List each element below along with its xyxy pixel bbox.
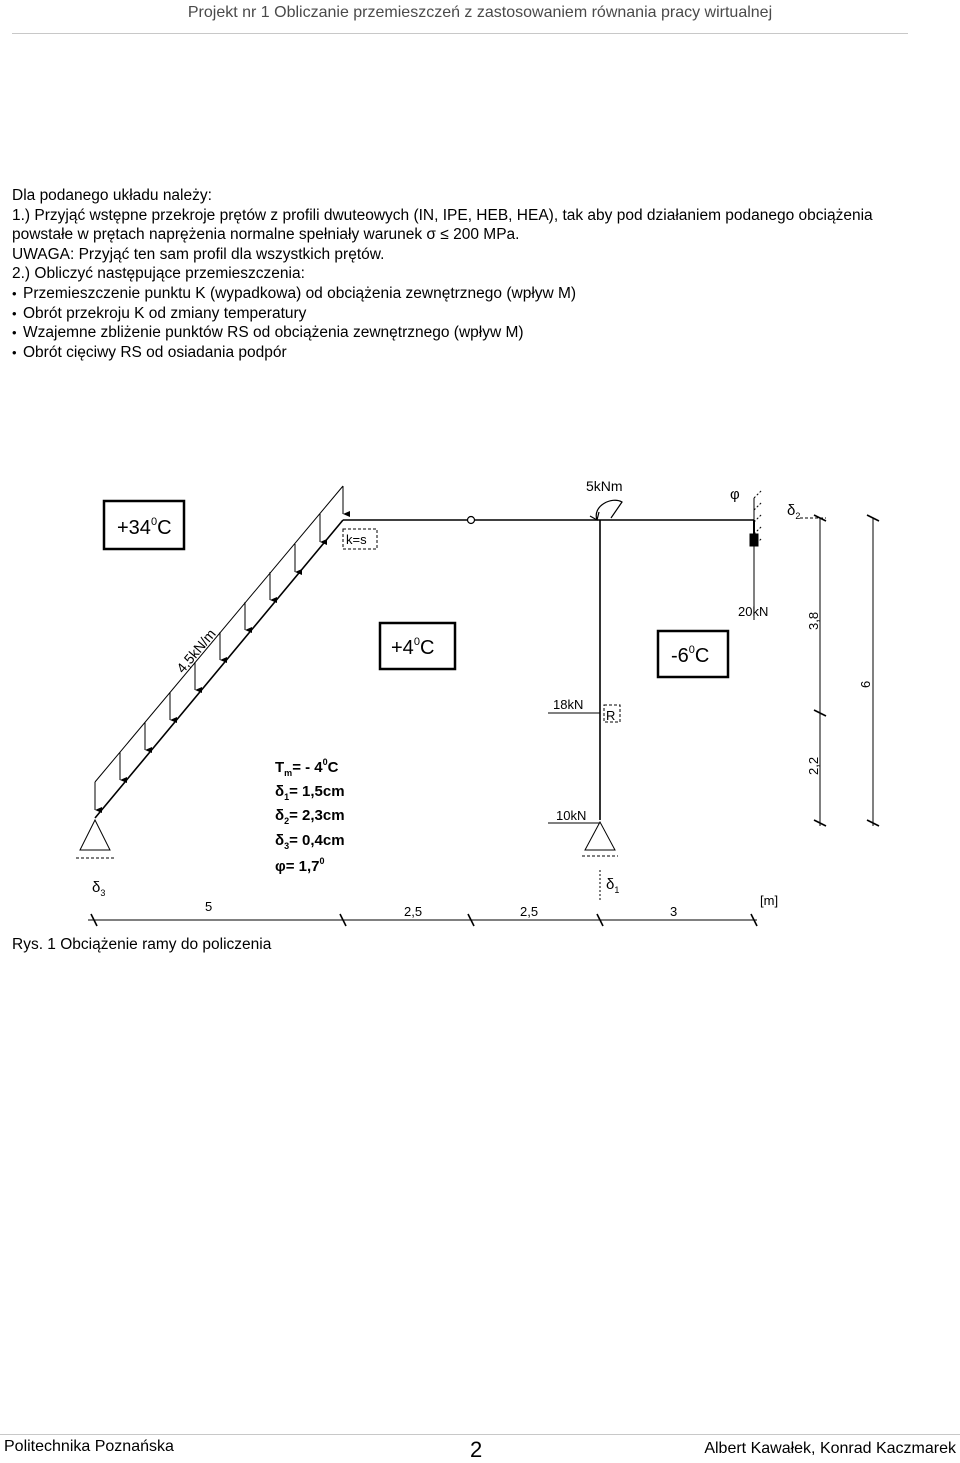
delta1-label (600, 870, 619, 902)
svg-text:δ3= 0,4cm: $\delta_3= 0,4cm$ (275, 832, 345, 851)
header-divider (12, 33, 908, 34)
bullet-text: Wzajemne zbliżenie punktów RS od obciążenia zewnętrznego (wpływ M) (23, 324, 524, 342)
point-2: 2.) Obliczyć następujące przemieszczenia: (12, 265, 305, 283)
unit-label: [m] (760, 893, 779, 908)
phi-label: φ (730, 486, 740, 503)
clamp-support-right (750, 490, 762, 552)
svg-text:20kN: 20kN (738, 604, 769, 619)
svg-text:δ2: $\delta_2$ (787, 502, 801, 521)
svg-text:δ1: $\delta_1$ (606, 876, 620, 895)
intro-line: Dla podanego układu należy: (12, 187, 212, 204)
delta3-label (92, 879, 105, 898)
bullet-item (12, 304, 912, 324)
force-10kn (548, 808, 600, 823)
hinge (468, 517, 475, 524)
vertical-dimension-inner (814, 515, 826, 826)
svg-text:φ= 1,70: $\varphi= 1,7^0$ (275, 856, 325, 875)
footer-institution: Politechnika Poznańska (4, 1438, 174, 1455)
dim-label: 2,5 (520, 904, 539, 919)
vertical-dimension-outer (867, 515, 879, 826)
dim-label: 3,8 (806, 611, 821, 630)
temp-box-right (658, 631, 728, 677)
note-line: UWAGA: Przyjąć ten sam profil dla wszystkich prętów. (12, 245, 385, 263)
dim-label: 2,5 (404, 904, 423, 919)
svg-text:k=s: k=s (346, 532, 367, 547)
bullet-text: Obrót przekroju K od zmiany temperatury (23, 304, 307, 322)
temp-box-left (104, 501, 184, 549)
dim-label: 5 (205, 899, 213, 914)
page-header: Projekt nr 1 Obliczanie przemieszczeń z zastosowaniem równania pracy wirtualnej (187, 4, 773, 21)
bullet-text: Obrót cięciwy RS od osiadania podpór (23, 343, 287, 361)
dim-label: 2,2 (806, 756, 821, 775)
figure-caption: Rys. 1 Obciążenie ramy do policzenia (12, 936, 272, 953)
horizontal-dimension (88, 914, 757, 926)
svg-text:18kN: 18kN (553, 697, 584, 712)
svg-text:5kNm: 5kNm (586, 478, 623, 494)
moment-load (586, 478, 623, 520)
ks-label (343, 529, 377, 549)
pin-support-left (76, 820, 114, 858)
svg-text:10kN: 10kN (556, 808, 587, 823)
svg-text:δ2= 2,3cm: $\delta_2= 2,3cm$ (275, 807, 345, 826)
parameter-block (275, 757, 345, 875)
pin-support-right (582, 822, 618, 856)
point-1: 1.) Przyjąć wstępne przekroje prętów z profili dwuteowych (IN, IPE, HEB, HEA), tak aby pod działaniem podanego obciążenia powstałe w prętach naprężenia normalne spełniały warunek σ ≤ 200 MPa. (12, 206, 873, 244)
bullet-item (12, 323, 912, 343)
svg-text:-60C: $-6^0C$ (671, 644, 710, 667)
svg-text:δ1= 1,5cm: $\delta_1= 1,5cm$ (275, 783, 345, 802)
bullet-text: Przemieszczenie punktu K (wypadkowa) od obciążenia zewnętrznego (wpływ M) (23, 284, 577, 302)
footer-authors: Albert Kawałek, Konrad Kaczmarek (704, 1440, 956, 1457)
dim-label: 6 (858, 680, 873, 688)
svg-text:Tm= - 40C: $T_m= - 4^0C$ (275, 757, 339, 778)
page-number: 2 (470, 1437, 483, 1462)
r-label (604, 705, 620, 723)
bullet-item (12, 284, 912, 304)
footer-divider (0, 1434, 960, 1435)
bullet-item (12, 343, 912, 363)
frame-diagram (0, 470, 960, 930)
temp-box-middle (380, 623, 455, 669)
force-18kn (548, 697, 600, 713)
task-description (12, 186, 912, 362)
svg-text:+340C: $+34^0C$ (117, 516, 172, 539)
dist-load-label: 4,5kN/m (173, 625, 219, 676)
dim-label: 3 (670, 904, 678, 919)
svg-text:δ3: $\delta_3$ (92, 879, 106, 898)
svg-text:R: R (606, 708, 616, 723)
svg-text:+40C: $+4^0C$ (391, 636, 435, 659)
